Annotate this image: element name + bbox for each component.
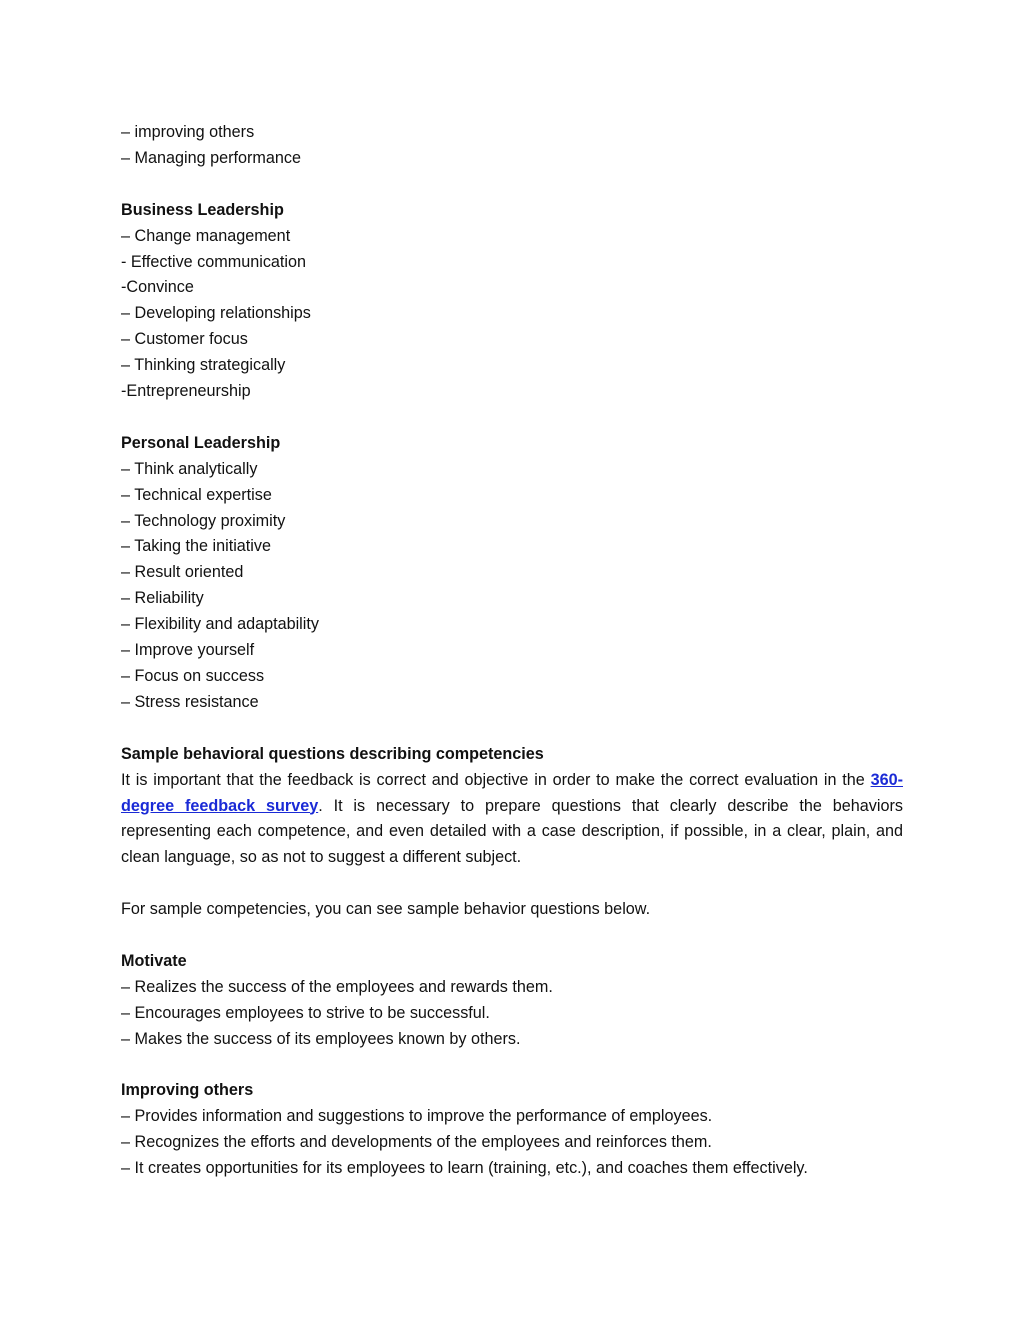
spacer [121, 923, 903, 949]
list-item: – Managing performance [121, 148, 301, 167]
list-item: – Flexibility and adaptability [121, 615, 319, 634]
list-item: – Taking the initiative [121, 537, 271, 556]
list-item: – Developing relationships [121, 304, 311, 323]
document-page [121, 120, 903, 1182]
section-heading: Personal Leadership [121, 433, 281, 452]
list-item: – Think analytically [121, 459, 258, 478]
list-item: – Technology proximity [121, 511, 286, 530]
section-heading: Improving others [121, 1081, 254, 1100]
list-item: – It creates opportunities for its employees to learn (training, etc.), and coaches them effectively. [121, 1159, 808, 1178]
list-item: – improving others [121, 123, 255, 141]
list-item: – Change management [121, 226, 291, 245]
list-item: -Entrepreneurship [121, 382, 251, 401]
body-note: For sample competencies, you can see sample behavior questions below. [121, 900, 651, 919]
list-item: – Makes the success of its employees known by others. [121, 1029, 521, 1048]
list-item: – Recognizes the efforts and developments of the employees and reinforces them. [121, 1133, 712, 1152]
spacer [121, 172, 903, 198]
list-item: – Realizes the success of the employees and rewards them. [121, 977, 553, 996]
spacer [121, 1053, 903, 1079]
list-item: – Result oriented [121, 563, 244, 582]
motivate-section [121, 949, 903, 1053]
spacer [121, 716, 903, 742]
sample-questions-section [121, 742, 903, 923]
list-item: – Encourages employees to strive to be successful. [121, 1003, 490, 1022]
body-paragraph [121, 768, 903, 872]
business-leadership-section [121, 198, 903, 405]
list-item: – Improve yourself [121, 641, 255, 660]
list-item: – Reliability [121, 589, 204, 608]
paragraph-text: . It is necessary to prepare questions that clearly describe the behaviors representing each competence, and even detailed with a case description, if possible, in a clear, plain, and clean language, so as not to suggest a different subject. [121, 796, 903, 867]
list-item: – Technical expertise [121, 485, 272, 504]
feedback-survey-link[interactable]: 360-degree feedback survey [121, 770, 903, 815]
intro-list [121, 120, 903, 172]
spacer [121, 871, 903, 897]
section-heading: Business Leadership [121, 200, 284, 219]
list-item: – Customer focus [121, 330, 248, 349]
list-item: – Thinking strategically [121, 356, 286, 375]
list-item: – Stress resistance [121, 692, 259, 711]
list-item: -Convince [121, 278, 194, 297]
list-item: – Focus on success [121, 667, 265, 685]
improving-others-section [121, 1078, 903, 1182]
list-item: - Effective communication [121, 252, 307, 271]
section-heading: Motivate [121, 951, 187, 970]
section-heading: Sample behavioral questions describing competencies [121, 744, 544, 763]
list-item: – Provides information and suggestions to improve the performance of employees. [121, 1107, 713, 1126]
spacer [121, 405, 903, 431]
paragraph-text: It is important that the feedback is correct and objective in order to make the correct evaluation in the [121, 770, 871, 789]
personal-leadership-section [121, 431, 903, 716]
